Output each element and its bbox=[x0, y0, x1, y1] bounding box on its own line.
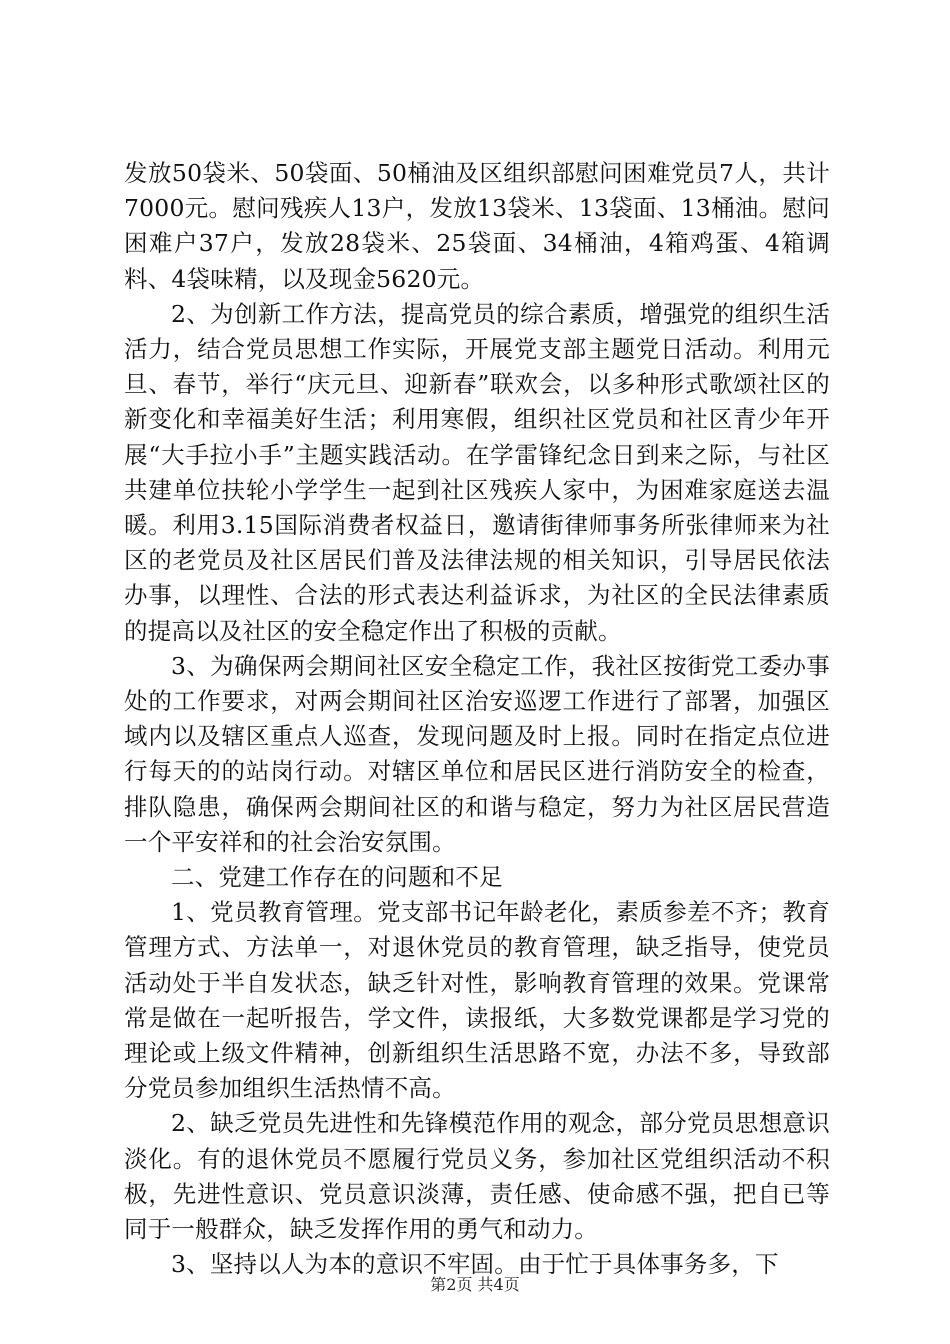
paragraph-item-2-themed-activities: 2、为创新工作方法，提高党员的综合素质，增强党的组织生活活力，结合党员思想工作实际，开展党支部主题党日活动。利用元旦、春节，举行“庆元旦、迎新春”联欢会，以多种形式歌颂社区的新变化和幸福美好生活；利用寒假，组织社区党员和社区青少年开展“大手拉小手”主题实践活动。在学雷锋纪念日到来之际，与社区共建单位扶轮小学学生一起到社区残疾人家中，为困难家庭送去温暖。利用3.15国际消费者权益日，邀请街律师事务所张律师来为社区的老党员及社区居民们普及法律法规的相关知识，引导居民依法办事，以理性、合法的形式表达利益诉求，为社区的全民法律素质的提高以及社区的安全稳定作出了积极的贡献。 bbox=[124, 299, 830, 645]
page-total: 共4页 bbox=[477, 1275, 520, 1294]
section-heading-problems: 二、党建工作存在的问题和不足 bbox=[171, 863, 503, 892]
paragraph-problem-3-people-oriented: 3、坚持以人为本的意识不牢固。由于忙于具体事务多，下 bbox=[171, 1250, 779, 1279]
paragraph-item-3-security-work: 3、为确保两会期间社区安全稳定工作，我社区按街党工委办事处的工作要求，对两会期间社区治安巡逻工作进行了部署，加强区域内以及辖区重点人巡查，发现问题及时上报。同时在指定点位进行每天的的站岗行动。对辖区单位和居民区进行消防安全的检查，排队隐患，确保两会期间社区的和谐与稳定，努力为社区居民营造一个平安祥和的社会治安氛围。 bbox=[124, 651, 830, 856]
paragraph-problem-2-awareness: 2、缺乏党员先进性和先锋模范作用的观念，部分党员思想意识淡化。有的退休党员不愿履行党员义务，参加社区党组织活动不积极，先进性意识、党员意识淡薄，责任感、使命感不强，把自已等同于一般群众，缺乏发挥作用的勇气和动力。 bbox=[124, 1109, 830, 1244]
document-body bbox=[124, 156, 830, 1283]
paragraph-problem-1-education: 1、党员教育管理。党支部书记年龄老化，素质参差不齐；教育管理方式、方法单一，对退休党员的教育管理，缺乏指导，使党员活动处于半自发状态，缺乏针对性，影响教育管理的效果。党课常常是做在一起听报告，学文件，读报纸，大多数党课都是学习党的理论或上级文件精神，创新组织生活思路不宽，办法不多，导致部分党员参加组织生活热情不高。 bbox=[124, 898, 830, 1103]
page-number: 第2页 bbox=[430, 1275, 473, 1294]
page-footer bbox=[0, 1275, 950, 1295]
paragraph-donation-summary: 发放50袋米、50袋面、50桶油及区组织部慰问困难党员7人，共计7000元。慰问残疾人13户，发放13袋米、13袋面、13桶油。慰问困难户37户，发放28袋米、25袋面、34桶油，4箱鸡蛋、4箱调料、4袋味精，以及现金5620元。 bbox=[124, 159, 830, 293]
